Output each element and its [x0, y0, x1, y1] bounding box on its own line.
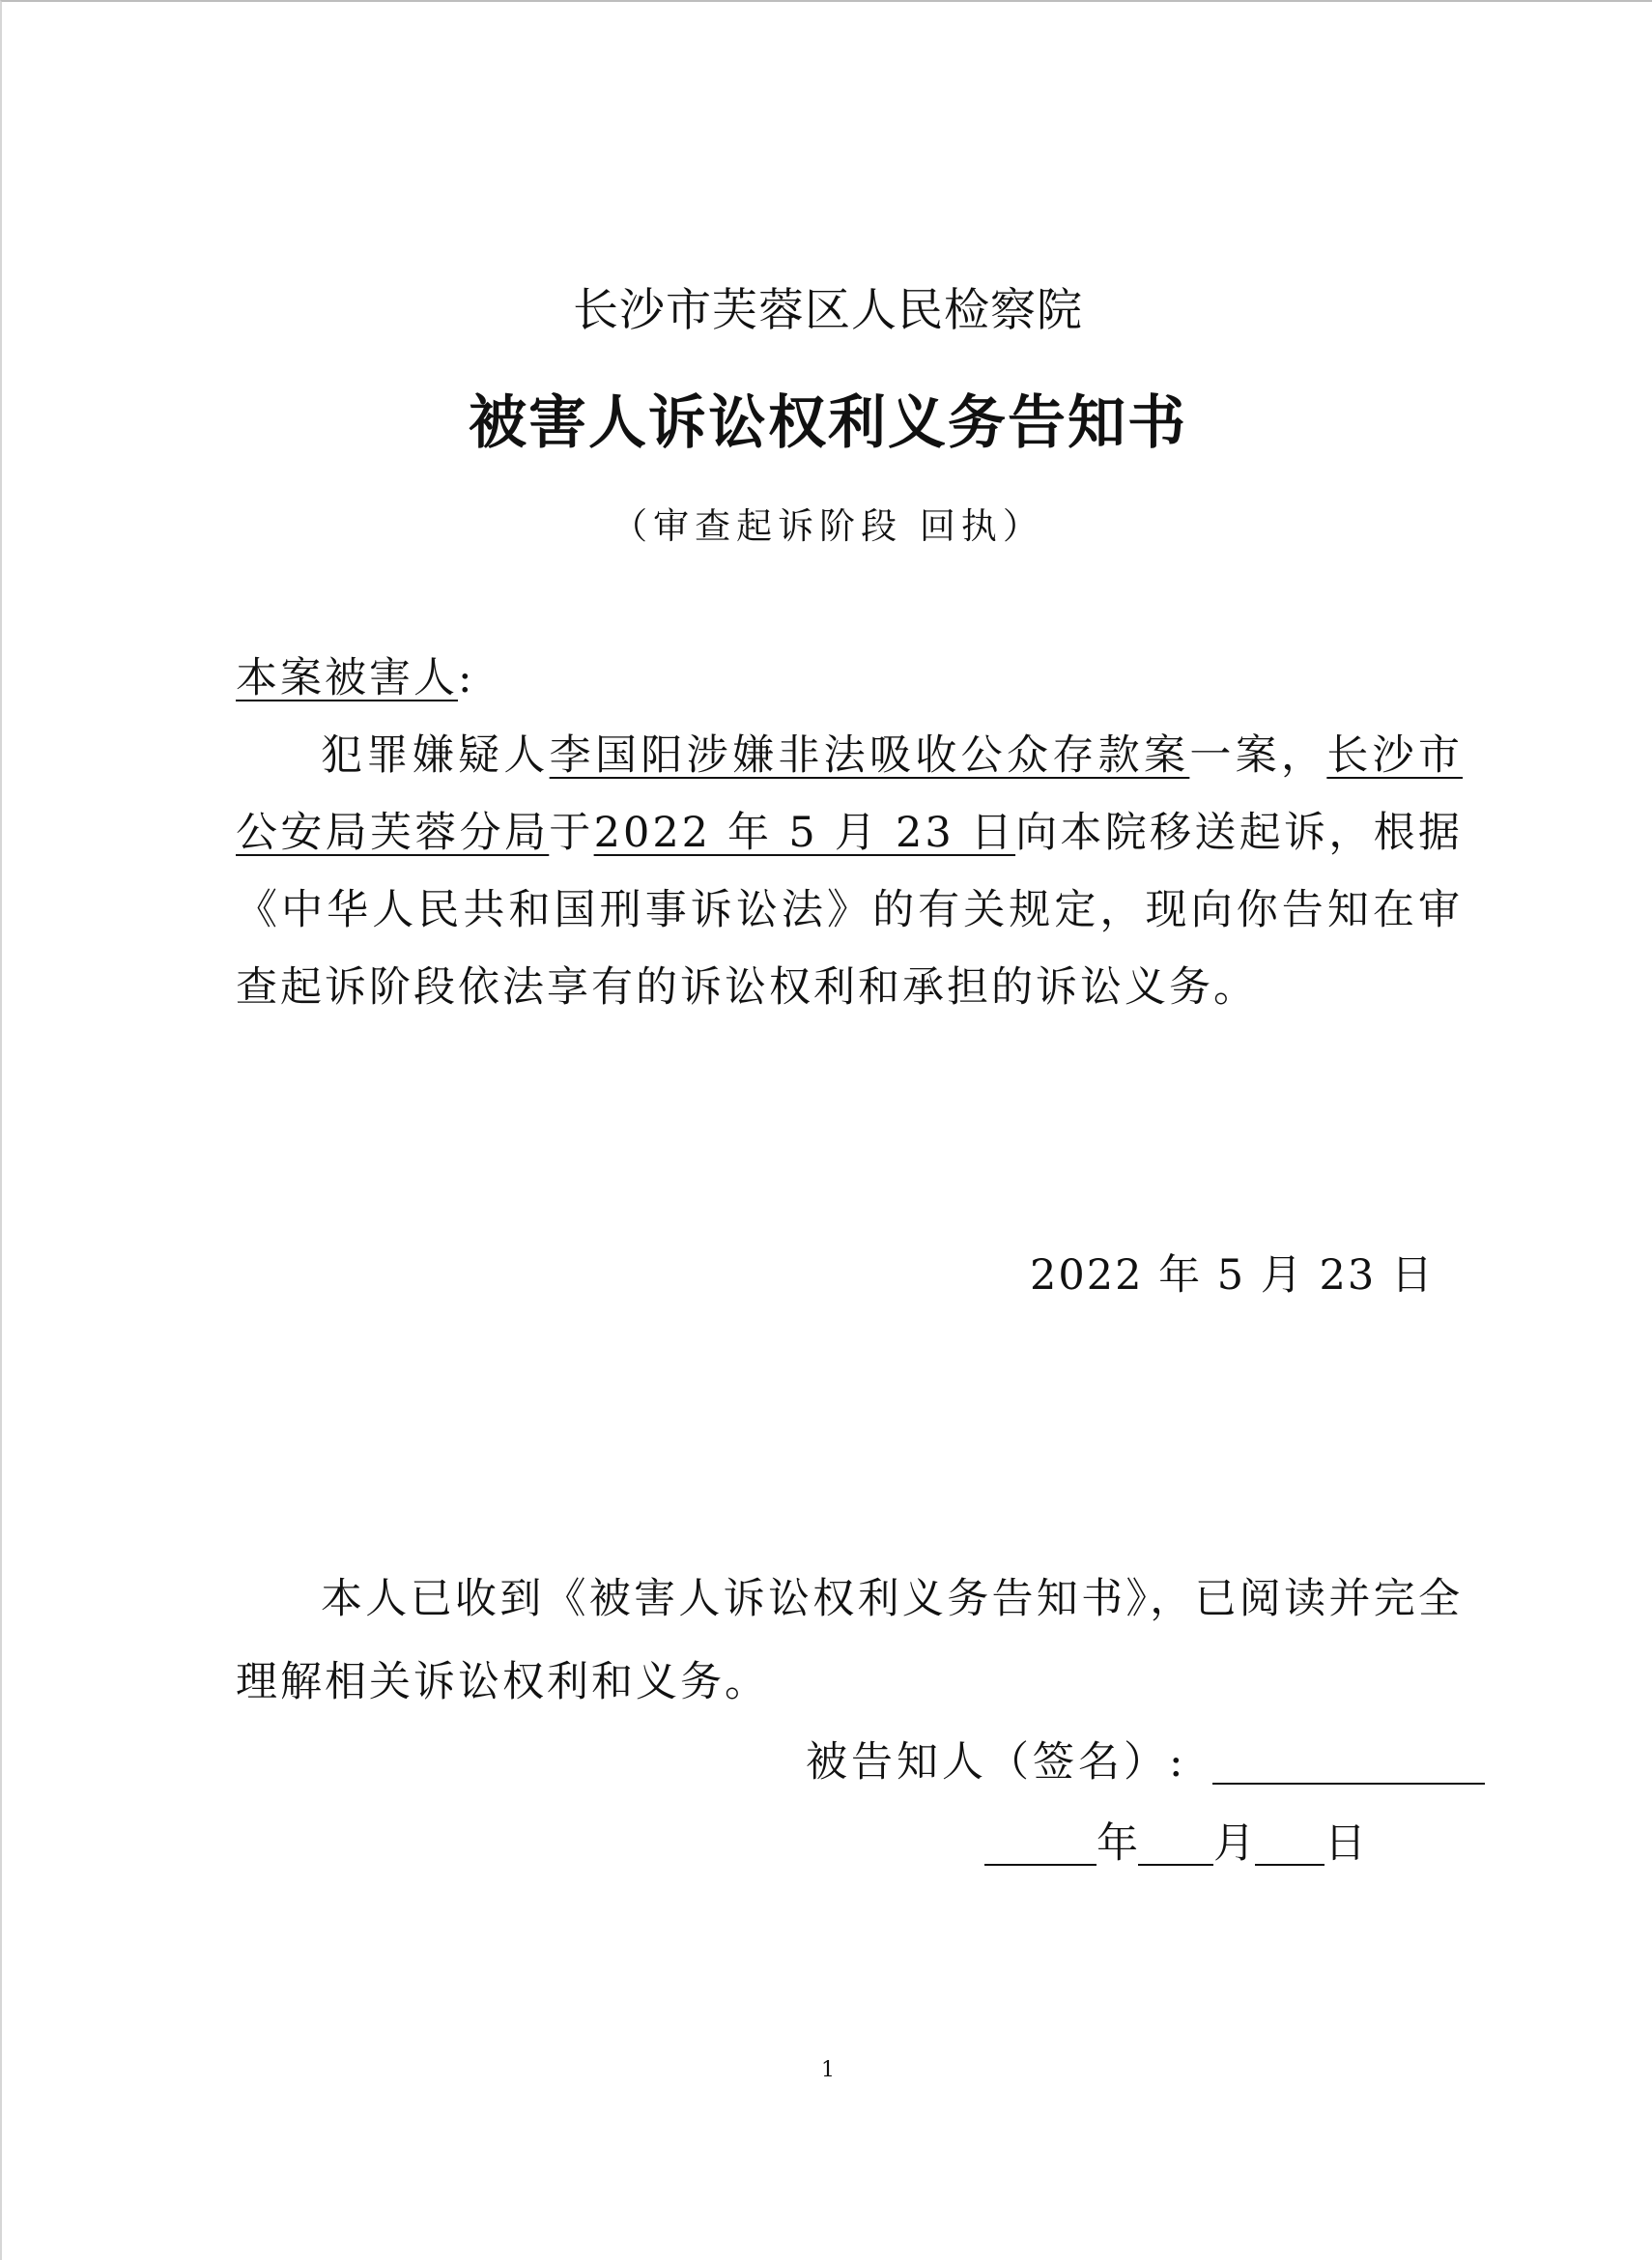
notice-part-3: 于: [549, 809, 594, 857]
suspect-case: 李国阳涉嫌非法吸收公众存款案: [549, 731, 1190, 780]
document-title: 被害人诉讼权利义务告知书: [469, 389, 1187, 457]
month-label: 月: [1213, 1819, 1255, 1868]
document-subtitle: （审查起诉阶段 回执）: [612, 505, 1044, 547]
notice-paragraph: [236, 717, 1463, 1026]
organization-name: 长沙市芙蓉区人民检察院: [573, 284, 1083, 337]
signature-blank[interactable]: [1212, 1783, 1485, 1785]
signature-label: 被告知人（签名）:: [806, 1738, 1187, 1787]
transfer-date: 2022 年 5 月 23 日: [593, 809, 1016, 857]
notice-part-1: 犯罪嫌疑人: [321, 731, 550, 780]
day-blank[interactable]: [1255, 1864, 1324, 1866]
year-label: 年: [1097, 1819, 1138, 1868]
transferring-agency: 长沙市公安局芙蓉分局: [236, 731, 1464, 857]
notice-part-4: 向本院移送起诉，根据《中华人民共和国刑事诉讼法》的有关规定，现向你告知在审查起诉阶段依法享有的诉讼权利和承担的诉讼义务。: [236, 809, 1463, 1012]
month-blank[interactable]: [1138, 1864, 1213, 1866]
addressee: 本案被害人: [236, 654, 458, 702]
page-number: 1: [821, 2058, 835, 2082]
year-blank[interactable]: [984, 1864, 1097, 1866]
addressee-suffix: :: [458, 654, 475, 702]
addressee-line: [236, 645, 1463, 704]
receipt-paragraph: 本人已收到《被害人诉讼权利义务告知书》，已阅读并完全理解相关诉讼权利和义务。: [236, 1575, 1463, 1706]
notice-part-2: 一案，: [1189, 731, 1327, 780]
day-label: 日: [1324, 1819, 1366, 1868]
signature-row: [806, 1730, 1485, 1788]
receipt-date-row: [984, 1811, 1366, 1870]
issue-date: 2022 年 5 月 23 日: [1030, 1251, 1435, 1300]
